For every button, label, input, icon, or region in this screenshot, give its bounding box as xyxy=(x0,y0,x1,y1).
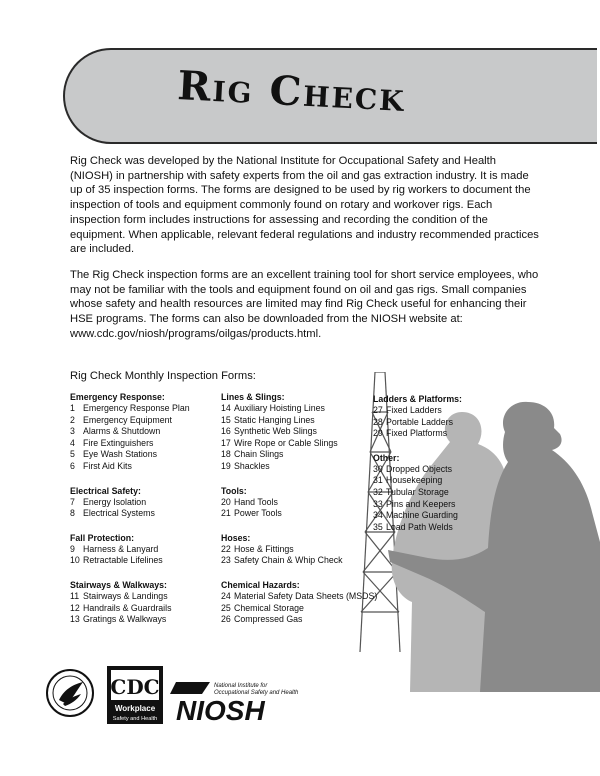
form-label: Material Safety Data Sheets (MSDS) xyxy=(234,590,378,601)
form-label: Chemical Storage xyxy=(234,602,304,613)
form-number: 15 xyxy=(221,414,231,425)
list-item xyxy=(373,499,503,511)
form-label: Retractable Lifelines xyxy=(83,555,163,566)
form-number: 22 xyxy=(221,543,231,554)
section-title: Chemical Hazards: xyxy=(221,579,300,590)
section-fall-protection xyxy=(70,533,220,567)
niosh-logo-text: NIOSH xyxy=(176,695,265,722)
form-label: First Aid Kits xyxy=(83,460,132,471)
form-label: Synthetic Web Slings xyxy=(234,426,317,437)
form-label: Fixed Platforms xyxy=(386,428,448,439)
form-number: 11 xyxy=(70,590,80,601)
section-title: Hoses: xyxy=(221,532,251,543)
form-number: 13 xyxy=(70,614,80,625)
list-item xyxy=(70,461,220,473)
form-number: 25 xyxy=(221,602,231,613)
section-title: Ladders & Platforms: xyxy=(373,394,462,404)
form-number: 34 xyxy=(373,510,383,521)
list-item xyxy=(70,497,220,509)
form-number: 10 xyxy=(70,555,80,566)
form-label: Compressed Gas xyxy=(234,614,303,625)
forms-column-1 xyxy=(70,392,220,639)
niosh-logo xyxy=(170,678,330,722)
form-label: Power Tools xyxy=(234,508,282,519)
form-number: 29 xyxy=(373,428,383,439)
list-item xyxy=(373,464,503,476)
cdc-logo-line1: Workplace xyxy=(114,704,156,713)
list-item xyxy=(221,438,366,450)
list-item xyxy=(70,403,220,415)
form-number: 5 xyxy=(70,449,75,460)
list-item xyxy=(221,426,366,438)
form-label: Harness & Lanyard xyxy=(83,543,159,554)
form-label: Eye Wash Stations xyxy=(83,449,157,460)
form-label: Gratings & Walkways xyxy=(83,614,167,625)
form-number: 4 xyxy=(70,437,75,448)
form-number: 27 xyxy=(373,405,383,415)
cdc-logo-text: CDC xyxy=(110,675,160,699)
list-item xyxy=(70,603,220,615)
section-title: Electrical Safety: xyxy=(70,485,141,496)
form-label: Pins and Keepers xyxy=(386,498,456,509)
intro-paragraph-1: Rig Check was developed by the National Institute for Occupational Safety and Health (NIOSH) in partnership with safety experts from the oil and gas extraction industry. It is made up of 35 inspection forms. The forms are designed to be used by rig workers to document the inspection of tools and equipment commonly found on rotary and workover rigs. Each inspection form includes instructions for assessing and recording the condition of the equipment. When applicable, relevant federal regulations and industry recommended practices are included. xyxy=(70,155,539,256)
list-item xyxy=(70,555,220,567)
footer-logos xyxy=(45,666,335,726)
list-item xyxy=(70,614,220,626)
form-label: Tubular Storage xyxy=(386,486,449,497)
section-tools xyxy=(221,486,366,520)
list-item xyxy=(221,590,378,603)
form-label: Electrical Systems xyxy=(83,508,155,519)
form-number: 18 xyxy=(221,449,231,460)
form-number: 17 xyxy=(221,437,231,448)
section-title: Tools: xyxy=(221,485,247,496)
form-label: Stairways & Landings xyxy=(83,590,168,601)
form-label: Shackles xyxy=(234,460,270,471)
form-number: 2 xyxy=(70,414,75,425)
form-number: 33 xyxy=(373,498,383,509)
form-number: 19 xyxy=(221,460,231,471)
section-lines-slings xyxy=(221,392,366,473)
form-label: Emergency Response Plan xyxy=(83,403,190,413)
list-item xyxy=(221,603,366,615)
form-number: 20 xyxy=(221,496,231,507)
list-item xyxy=(373,522,503,534)
page-title: Rig Check xyxy=(176,62,407,121)
form-label: Static Hanging Lines xyxy=(234,414,315,425)
form-number: 31 xyxy=(373,475,383,486)
form-label: Wire Rope or Cable Slings xyxy=(234,437,338,448)
form-number: 7 xyxy=(70,496,75,507)
list-item xyxy=(373,417,503,429)
form-label: Auxiliary Hoisting Lines xyxy=(234,403,325,413)
list-item xyxy=(221,544,366,556)
section-hoses xyxy=(221,533,366,567)
form-number: 21 xyxy=(221,508,231,519)
section-title: Fall Protection: xyxy=(70,532,135,543)
list-item xyxy=(221,508,366,520)
intro-paragraph-2: The Rig Check inspection forms are an excellent training tool for short service employees, who may not be familiar with the tools and equipment found on oil and gas rigs. Small companies whose safety and health resources are limited may find Rig Check useful for enhancing their HSE programs. The forms can also be downloaded from the NIOSH website at: www.cdc.gov/niosh/programs/oilgas/products.html. xyxy=(70,269,539,340)
cdc-logo xyxy=(107,666,163,724)
list-item xyxy=(221,555,366,567)
form-number: 8 xyxy=(70,508,75,519)
form-label: Safety Chain & Whip Check xyxy=(234,555,343,566)
form-label: Fire Extinguishers xyxy=(83,437,154,448)
list-item xyxy=(70,415,220,427)
list-item xyxy=(373,510,503,522)
form-number: 24 xyxy=(221,590,231,601)
section-emergency-response xyxy=(70,392,220,473)
form-number: 6 xyxy=(70,460,75,471)
form-number: 14 xyxy=(221,403,231,413)
list-item xyxy=(221,614,366,626)
section-chemical-hazards xyxy=(221,579,378,626)
cdc-logo-line2: Safety and Health xyxy=(112,716,158,722)
section-ladders-platforms xyxy=(373,394,503,440)
section-electrical-safety xyxy=(70,486,220,520)
form-label: Dropped Objects xyxy=(386,463,453,474)
list-item xyxy=(221,449,366,461)
section-title: Lines & Slings: xyxy=(221,392,285,402)
form-label: Load Path Welds xyxy=(386,521,453,532)
form-label: Hand Tools xyxy=(234,496,278,507)
list-item xyxy=(221,497,366,509)
list-item xyxy=(221,461,366,473)
forms-column-3 xyxy=(373,394,503,546)
list-item xyxy=(373,487,503,499)
section-stairways-walkways xyxy=(70,580,220,626)
form-number: 3 xyxy=(70,426,75,437)
form-label: Emergency Equipment xyxy=(83,414,172,425)
forms-heading: Rig Check Monthly Inspection Forms: xyxy=(70,370,256,382)
form-number: 35 xyxy=(373,521,383,532)
form-number: 23 xyxy=(221,555,231,566)
form-label: Fixed Ladders xyxy=(386,405,442,415)
form-number: 12 xyxy=(70,602,80,613)
form-label: Machine Guarding xyxy=(386,510,458,521)
form-label: Alarms & Shutdown xyxy=(83,426,161,437)
form-number: 26 xyxy=(221,614,231,625)
form-number: 9 xyxy=(70,543,75,554)
section-title: Stairways & Walkways: xyxy=(70,579,167,590)
form-label: Handrails & Guardrails xyxy=(83,602,172,613)
form-number: 28 xyxy=(373,416,383,427)
list-item xyxy=(70,438,220,450)
form-number: 32 xyxy=(373,486,383,497)
list-item xyxy=(221,415,366,427)
form-number: 30 xyxy=(373,463,383,474)
niosh-tagline-1: National Institute for xyxy=(214,683,268,689)
section-other xyxy=(373,453,503,534)
form-label: Housekeeping xyxy=(386,475,443,486)
list-item xyxy=(373,428,503,440)
section-title: Emergency Response: xyxy=(70,392,165,402)
form-label: Portable Ladders xyxy=(386,416,453,427)
form-label: Chain Slings xyxy=(234,449,284,460)
list-item xyxy=(373,475,503,487)
list-item xyxy=(70,449,220,461)
list-item xyxy=(373,405,503,417)
list-item xyxy=(70,426,220,438)
form-label: Energy Isolation xyxy=(83,496,147,507)
section-title: Other: xyxy=(373,452,400,463)
niosh-tagline-2: Occupational Safety and Health xyxy=(214,690,299,696)
list-item xyxy=(70,544,220,556)
list-item xyxy=(221,403,366,415)
form-number: 1 xyxy=(70,403,75,413)
form-label: Hose & Fittings xyxy=(234,543,294,554)
list-item xyxy=(70,591,220,603)
list-item xyxy=(70,508,220,520)
hhs-seal-icon xyxy=(45,668,95,718)
form-number: 16 xyxy=(221,426,231,437)
